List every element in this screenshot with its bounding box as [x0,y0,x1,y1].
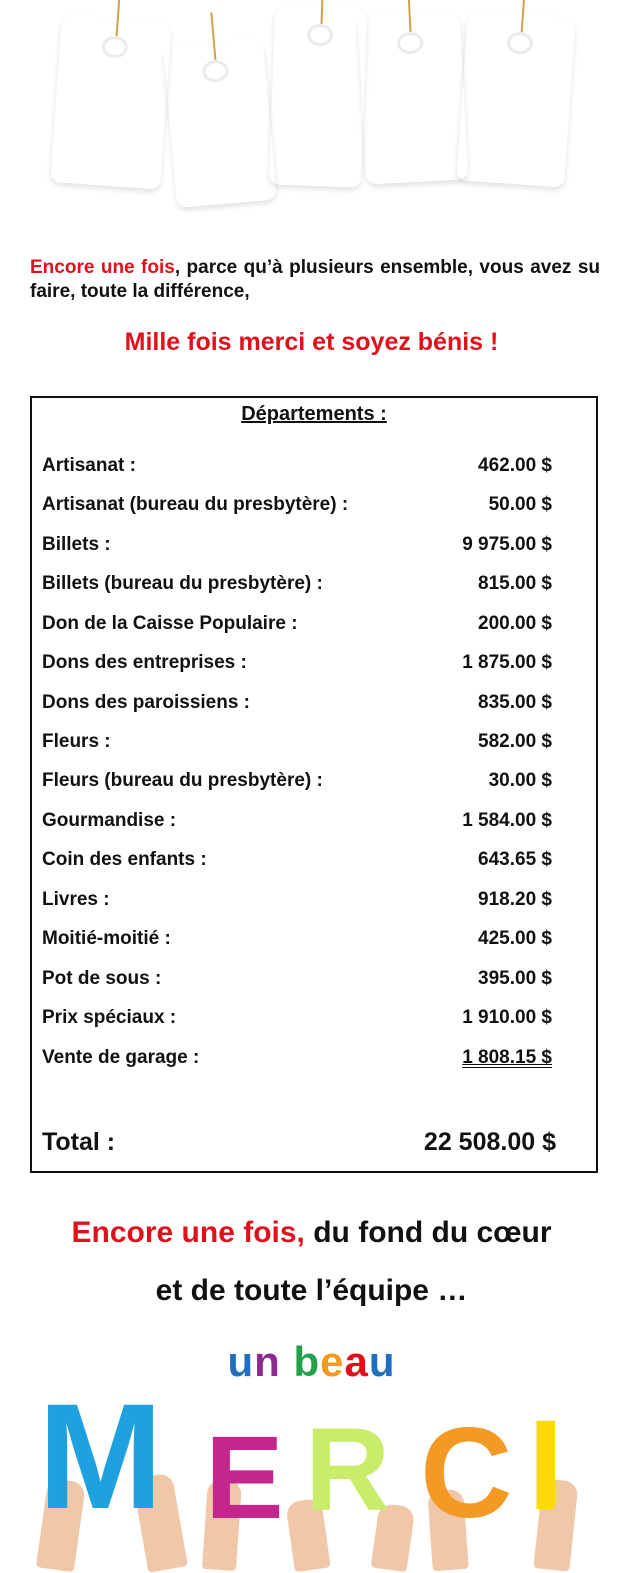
row-amount: 395.00 $ [478,968,552,989]
row-amount: 1 875.00 $ [462,652,552,673]
table-row [42,692,552,722]
beau-letter: a [344,1338,369,1385]
table-row [42,534,552,564]
row-label: Dons des paroissiens : [42,692,251,713]
table-row [42,770,552,800]
row-label: Billets (bureau du presbytère) : [42,573,323,594]
closing-line-1 [0,1216,623,1250]
row-label: Prix spéciaux : [42,1007,177,1028]
row-label: Pot de sous : [42,968,162,989]
table-row [42,810,552,840]
logo-letter: R [478,59,552,166]
row-label: Gourmandise : [42,810,177,831]
table-row [42,928,552,958]
total-amount: 22 508.00 $ [423,1128,556,1156]
row-label: Livres : [42,889,110,910]
merci-letter: M [38,1372,163,1540]
row-label: Billets : [42,534,111,555]
tag-b [50,14,171,189]
table-row [42,849,552,879]
beau-letter: b [293,1338,321,1385]
row-label: Vente de garage : [42,1047,200,1068]
row-amount: 835.00 $ [478,692,552,713]
intro-highlight: Encore une fois [30,257,175,278]
beau-letter: u [368,1338,396,1385]
closing-highlight: Encore une fois, [71,1216,305,1249]
table-row [42,455,552,485]
row-amount: 50.00 $ [488,494,552,515]
row-amount: 425.00 $ [478,928,552,949]
logo-letter: B [73,62,147,169]
merci-letter: C [420,1402,513,1545]
tag-a2 [358,11,469,184]
row-label: Artisanat (bureau du presbytère) : [42,494,349,515]
tag-z [269,4,367,187]
row-amount: 1 910.00 $ [462,1007,552,1028]
row-amount: 815.00 $ [478,573,552,594]
table-row [42,613,552,643]
table-row [42,1047,552,1077]
table-row [42,731,552,761]
logo-letter: A [183,82,259,191]
departments-table [30,396,598,1173]
row-amount: 1 584.00 $ [462,810,552,831]
merci-letter: I [528,1394,564,1537]
row-label: Moitié-moitié : [42,928,171,949]
logo-letter: Z [287,57,348,162]
table-row [42,889,552,919]
departments-title: Départements : [241,403,387,425]
row-label: Don de la Caisse Populaire : [42,613,298,634]
row-label: Artisanat : [42,455,136,476]
merci-image [0,1372,623,1568]
table-row [42,968,552,998]
closing-text: du fond du cœur [304,1216,552,1249]
closing-line-2: et de toute l’équipe … [155,1274,468,1307]
table-row [42,494,552,524]
row-amount: 200.00 $ [478,613,552,634]
row-label: Dons des entreprises : [42,652,247,673]
row-amount: 1 808.15 $ [462,1047,552,1068]
merci-letter: E [205,1412,284,1544]
row-label: Fleurs (bureau du presbytère) : [42,770,323,791]
beau-space [281,1338,294,1385]
beau-letter: u [227,1338,255,1385]
row-amount: 582.00 $ [478,731,552,752]
row-label: Fleurs : [42,731,111,752]
row-label: Coin des enfants : [42,849,207,870]
beau-letter: e [320,1338,345,1385]
thanks-heading: Mille fois merci et soyez bénis ! [124,328,499,356]
tag-r [456,10,576,187]
logo-letter: A [377,58,450,165]
intro-text: , parce qu’à plusieurs ensemble, vous avez su faire, toute la différence, [30,257,601,302]
table-row [42,1007,552,1037]
table-row [42,573,552,603]
beau-letter: n [254,1338,281,1385]
row-amount: 9 975.00 $ [462,534,552,555]
intro-paragraph [30,256,600,304]
table-row [42,652,552,682]
row-amount: 918.20 $ [478,889,552,910]
row-amount: 30.00 $ [488,770,552,791]
total-label: Total : [42,1128,116,1156]
row-amount: 462.00 $ [478,455,552,476]
tag-a1 [163,38,277,208]
merci-letter: R [305,1404,391,1536]
bazar-logo [50,0,590,215]
row-amount: 643.65 $ [478,849,552,870]
